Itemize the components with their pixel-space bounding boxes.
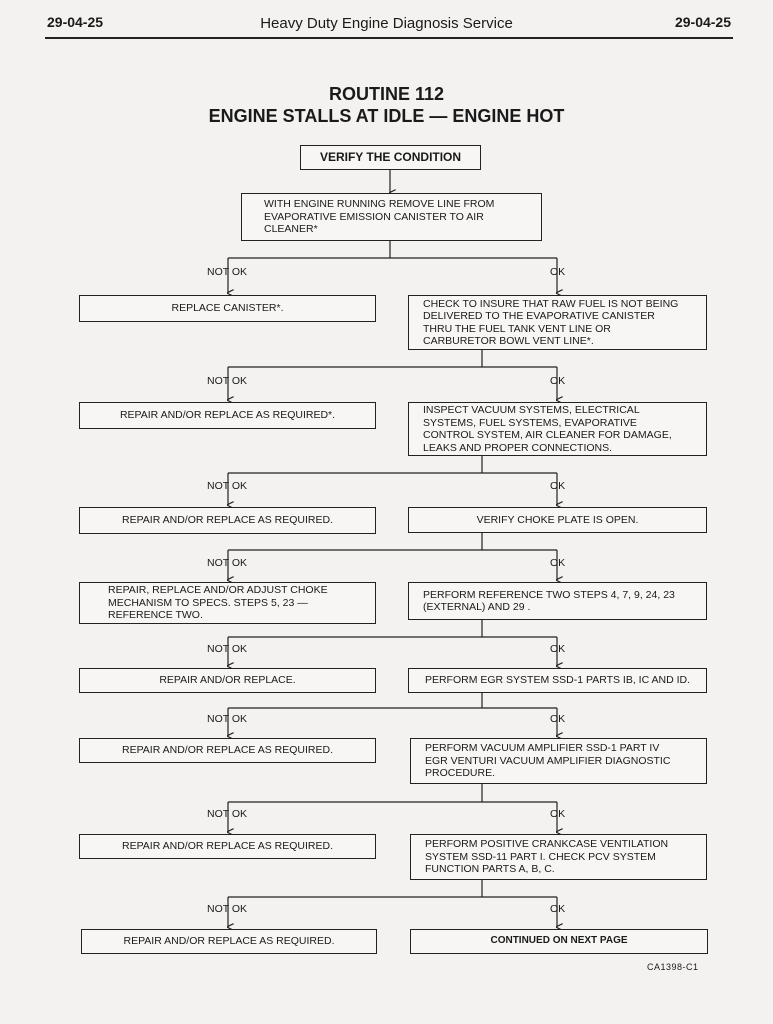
ok-label: OK [550,557,566,569]
ok-label: OK [550,480,566,492]
not-ok-label: NOT OK [207,903,248,915]
not-ok-label: NOT OK [207,808,248,820]
page-number-left: 29-04-25 [47,14,104,30]
not-ok-label: NOT OK [207,557,248,569]
repair-replace-box-1: REPAIR AND/OR REPLACE AS REQUIRED*. [79,402,376,429]
continued-next-page-box: CONTINUED ON NEXT PAGE [410,929,708,954]
ok-label: OK [550,903,566,915]
replace-canister-box: REPLACE CANISTER*. [79,295,376,322]
repair-replace-box-6: REPAIR AND/OR REPLACE AS REQUIRED. [81,929,377,954]
pcv-system-box: PERFORM POSITIVE CRANKCASE VENTILATION SYSTEM SSD-11 PART I. CHECK PCV SYSTEM FUNCTION PARTS A, B, C. [410,834,707,880]
not-ok-label: NOT OK [207,266,248,278]
routine-subtitle: ENGINE STALLS AT IDLE — ENGINE HOT [208,106,565,126]
not-ok-label: NOT OK [207,375,248,387]
egr-system-box: PERFORM EGR SYSTEM SSD-1 PARTS IB, IC AND ID. [408,668,707,693]
remove-line-step-box: WITH ENGINE RUNNING REMOVE LINE FROM EVAPORATIVE EMISSION CANISTER TO AIR CLEANER* [241,193,542,241]
verify-condition-box: VERIFY THE CONDITION [300,145,481,170]
ok-label: OK [550,713,566,725]
figure-code: CA1398-C1 [647,962,699,972]
ok-label: OK [550,643,566,655]
ok-label: OK [550,808,566,820]
check-raw-fuel-box: CHECK TO INSURE THAT RAW FUEL IS NOT BEING DELIVERED TO THE EVAPORATIVE CANISTER THRU THE FUEL TANK VENT LINE OR CARBURETOR BOWL VENT LINE*. [408,295,707,350]
repair-replace-box-3: REPAIR AND/OR REPLACE. [79,668,376,693]
repair-replace-box-2: REPAIR AND/OR REPLACE AS REQUIRED. [79,507,376,534]
reference-two-steps-box: PERFORM REFERENCE TWO STEPS 4, 7, 9, 24, 23 (EXTERNAL) AND 29 . [408,582,707,620]
vacuum-amplifier-box: PERFORM VACUUM AMPLIFIER SSD-1 PART IV EGR VENTURI VACUUM AMPLIFIER DIAGNOSTIC PROCEDURE. [410,738,707,784]
not-ok-label: NOT OK [207,480,248,492]
repair-replace-box-4: REPAIR AND/OR REPLACE AS REQUIRED. [79,738,376,763]
ok-label: OK [550,375,566,387]
ok-label: OK [550,266,566,278]
adjust-choke-box: REPAIR, REPLACE AND/OR ADJUST CHOKE MECHANISM TO SPECS. STEPS 5, 23 — REFERENCE TWO. [79,582,376,624]
not-ok-label: NOT OK [207,713,248,725]
routine-title: ROUTINE 112 [328,84,445,104]
page-number-right: 29-04-25 [674,14,731,30]
inspect-systems-box: INSPECT VACUUM SYSTEMS, ELECTRICAL SYSTEMS, FUEL SYSTEMS, EVAPORATIVE CONTROL SYSTEM, AIR CLEANER FOR DAMAGE, LEAKS AND PROPER CONNECTIONS. [408,402,707,456]
repair-replace-box-5: REPAIR AND/OR REPLACE AS REQUIRED. [79,834,376,859]
verify-choke-plate-box: VERIFY CHOKE PLATE IS OPEN. [408,507,707,533]
running-header-title: Heavy Duty Engine Diagnosis Service [260,15,513,32]
not-ok-label: NOT OK [207,643,248,655]
